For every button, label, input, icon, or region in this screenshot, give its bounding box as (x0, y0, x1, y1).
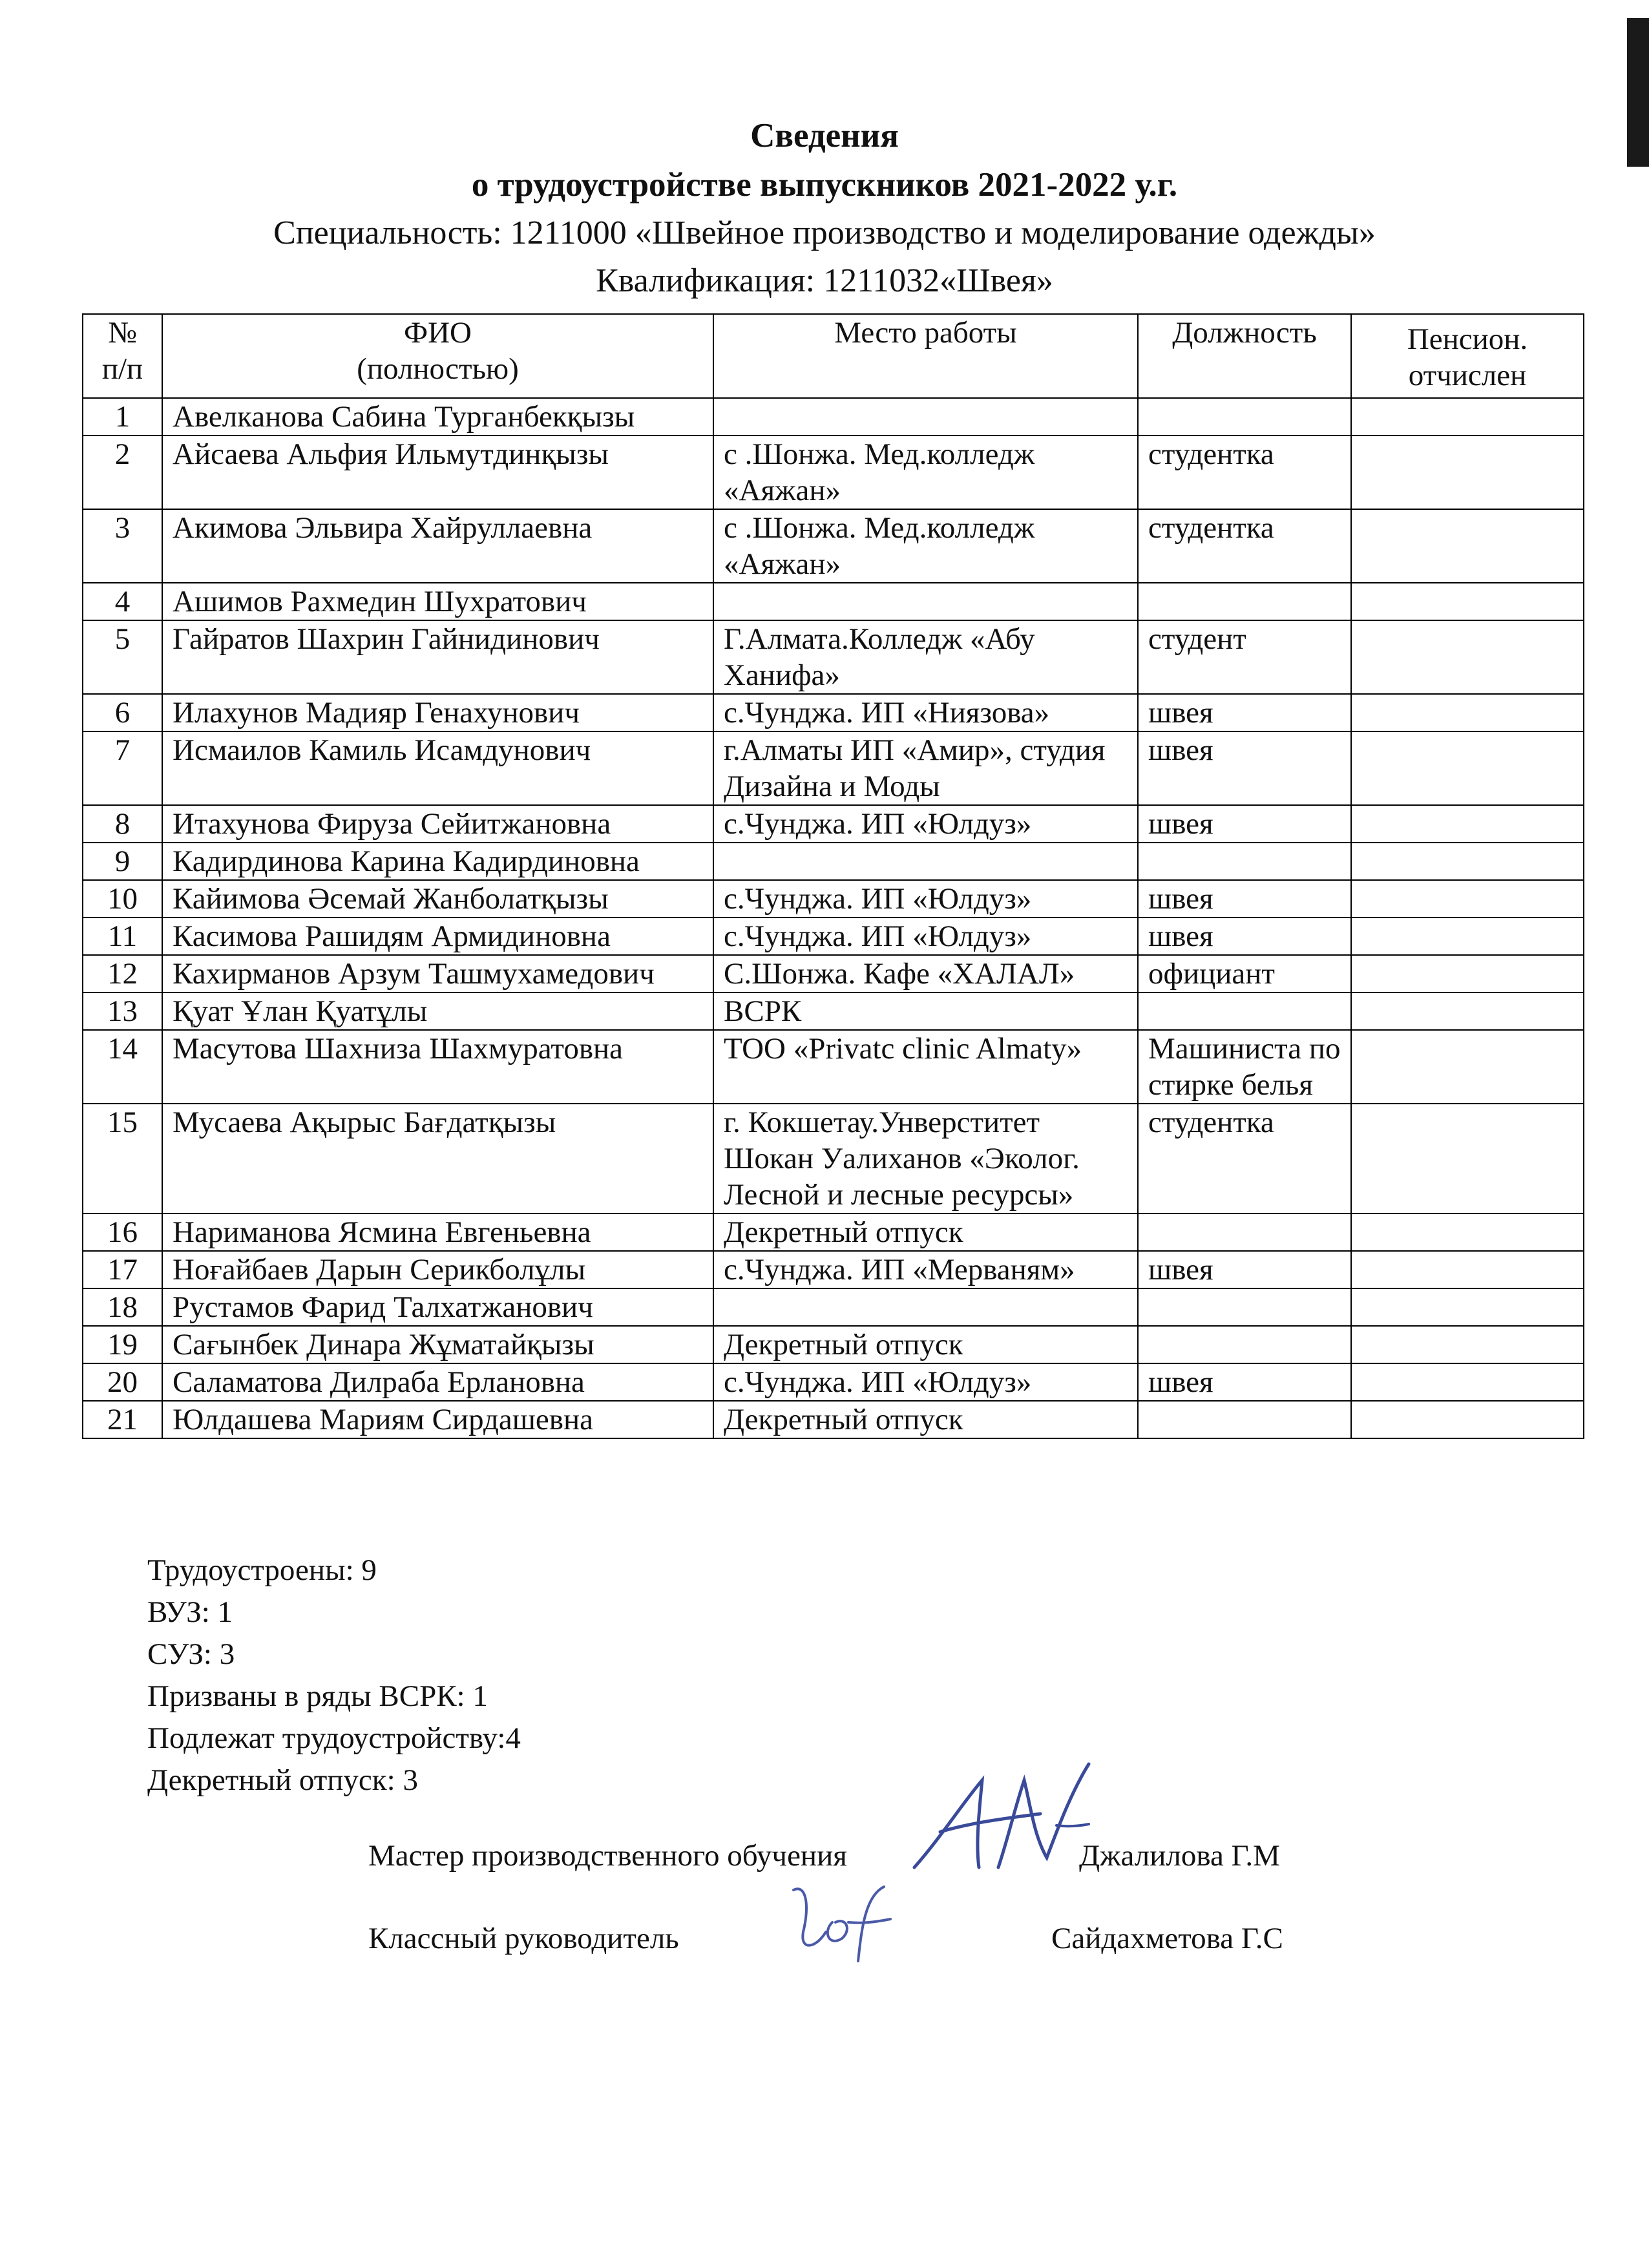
teacher-signature-mark (787, 1871, 903, 1968)
cell-number: 19 (83, 1326, 162, 1363)
table-row (83, 1251, 1584, 1288)
cell-fio: Кадирдинова Карина Кадирдиновна (162, 843, 713, 880)
cell-position: студентка (1138, 436, 1351, 509)
table-row (83, 955, 1584, 992)
graduates-table-wrapper (82, 313, 1584, 1439)
specialty-line: Специальность: 1211000 «Швейное производство и моделирование одежды» (273, 215, 1376, 251)
table-row (83, 509, 1584, 583)
cell-pension (1351, 1326, 1584, 1363)
summary-employed: Трудоустроены: 9 (147, 1553, 377, 1587)
cell-number: 9 (83, 843, 162, 880)
cell-number: 18 (83, 1288, 162, 1326)
teacher-name: Сайдахметова Г.С (1051, 1922, 1283, 1955)
cell-fio: Касимова Рашидям Армидиновна (162, 918, 713, 955)
cell-workplace (713, 583, 1138, 620)
cell-fio: Нариманова Ясмина Евгеньевна (162, 1213, 713, 1251)
cell-number: 14 (83, 1030, 162, 1104)
table-row (83, 620, 1584, 694)
cell-fio: Гайратов Шахрин Гайнидинович (162, 620, 713, 694)
cell-workplace: с.Чунджа. ИП «Ниязова» (713, 694, 1138, 731)
cell-number: 15 (83, 1104, 162, 1213)
cell-pension (1351, 1104, 1584, 1213)
cell-workplace (713, 1288, 1138, 1326)
qualification-line: Квалификация: 1211032«Швея» (596, 262, 1053, 299)
cell-workplace: Декретный отпуск (713, 1401, 1138, 1438)
cell-pension (1351, 436, 1584, 509)
cell-number: 2 (83, 436, 162, 509)
cell-position: студентка (1138, 1104, 1351, 1213)
cell-workplace: г.Алматы ИП «Амир», студия Дизайна и Моды (713, 731, 1138, 805)
table-row (83, 880, 1584, 918)
cell-fio: Авелканова Сабина Турганбекқызы (162, 398, 713, 436)
cell-workplace: с.Чунджа. ИП «Юлдуз» (713, 918, 1138, 955)
cell-position: студент (1138, 620, 1351, 694)
table-row (83, 918, 1584, 955)
cell-number: 12 (83, 955, 162, 992)
cell-pension (1351, 620, 1584, 694)
table-row (83, 843, 1584, 880)
cell-number: 6 (83, 694, 162, 731)
table-row (83, 1030, 1584, 1104)
table-row (83, 805, 1584, 843)
cell-position: швея (1138, 1251, 1351, 1288)
summary-maternity: Декретный отпуск: 3 (147, 1763, 418, 1797)
cell-workplace: ВСРК (713, 992, 1138, 1030)
col-header-position: Должность (1138, 314, 1351, 398)
cell-position (1138, 1401, 1351, 1438)
cell-fio: Кахирманов Арзум Ташмухамедович (162, 955, 713, 992)
cell-number: 3 (83, 509, 162, 583)
table-header-row (83, 314, 1584, 398)
teacher-signature-row (368, 1921, 1283, 1956)
col-header-pension: Пенсион. отчислен (1351, 314, 1584, 398)
cell-position: швея (1138, 918, 1351, 955)
cell-position (1138, 1288, 1351, 1326)
cell-fio: Кайимова Әсемай Жанболатқызы (162, 880, 713, 918)
col-header-fio: ФИО (полностью) (162, 314, 713, 398)
cell-fio: Илахунов Мадияр Генахунович (162, 694, 713, 731)
master-label: Мастер производственного обучения (368, 1839, 847, 1873)
summary-army: Призваны в ряды ВСРК: 1 (147, 1679, 488, 1713)
cell-number: 10 (83, 880, 162, 918)
cell-workplace: с.Чунджа. ИП «Юлдуз» (713, 805, 1138, 843)
cell-fio: Итахунова Фируза Сейитжановна (162, 805, 713, 843)
cell-position (1138, 843, 1351, 880)
cell-fio: Айсаева Альфия Ильмутдинқызы (162, 436, 713, 509)
cell-workplace: с .Шонжа. Мед.колледж «Аяжан» (713, 509, 1138, 583)
cell-fio: Саламатова Дилраба Ерлановна (162, 1363, 713, 1401)
cell-workplace: г. Кокшетау.Унверститет Шокан Уалиханов «Эколог. Лесной и лесные ресурсы» (713, 1104, 1138, 1213)
cell-position: Машиниста по стирке белья (1138, 1030, 1351, 1104)
cell-number: 17 (83, 1251, 162, 1288)
cell-number: 7 (83, 731, 162, 805)
cell-number: 20 (83, 1363, 162, 1401)
table-row (83, 1363, 1584, 1401)
col-header-workplace: Место работы (713, 314, 1138, 398)
cell-pension (1351, 1363, 1584, 1401)
cell-workplace (713, 843, 1138, 880)
cell-workplace: С.Шонжа. Кафе «ХАЛАЛ» (713, 955, 1138, 992)
document-title: Сведения (750, 117, 899, 154)
cell-workplace: с.Чунджа. ИП «Юлдуз» (713, 880, 1138, 918)
cell-fio: Рустамов Фарид Талхатжанович (162, 1288, 713, 1326)
table-row (83, 1401, 1584, 1438)
cell-pension (1351, 992, 1584, 1030)
cell-pension (1351, 880, 1584, 918)
teacher-label: Классный руководитель (368, 1922, 679, 1955)
table-row (83, 1104, 1584, 1213)
cell-position (1138, 398, 1351, 436)
cell-fio: Қуат Ұлан Қуатұлы (162, 992, 713, 1030)
cell-fio: Акимова Эльвира Хайруллаевна (162, 509, 713, 583)
cell-pension (1351, 918, 1584, 955)
cell-workplace: с .Шонжа. Мед.колледж «Аяжан» (713, 436, 1138, 509)
cell-fio: Масутова Шахниза Шахмуратовна (162, 1030, 713, 1104)
cell-pension (1351, 583, 1584, 620)
table-body (83, 398, 1584, 1438)
master-name: Джалилова Г.М (1079, 1839, 1280, 1873)
cell-workplace: Декретный отпуск (713, 1326, 1138, 1363)
cell-position: швея (1138, 694, 1351, 731)
table-row (83, 398, 1584, 436)
cell-position (1138, 1213, 1351, 1251)
cell-fio: Сағынбек Динара Жұматайқызы (162, 1326, 713, 1363)
cell-pension (1351, 1401, 1584, 1438)
summary-university: ВУЗ: 1 (147, 1595, 233, 1629)
cell-pension (1351, 509, 1584, 583)
cell-workplace: Г.Алмата.Колледж «Абу Ханифа» (713, 620, 1138, 694)
cell-workplace: ТОО «Privatc clinic Almaty» (713, 1030, 1138, 1104)
cell-pension (1351, 731, 1584, 805)
graduates-table (82, 313, 1584, 1439)
table-row (83, 583, 1584, 620)
document-header (0, 111, 1649, 305)
cell-fio: Юлдашева Мариям Сирдашевна (162, 1401, 713, 1438)
cell-position: швея (1138, 805, 1351, 843)
table-row (83, 1213, 1584, 1251)
cell-number: 8 (83, 805, 162, 843)
cell-position: швея (1138, 731, 1351, 805)
cell-workplace: Декретный отпуск (713, 1213, 1138, 1251)
cell-pension (1351, 1030, 1584, 1104)
summary-to-employ: Подлежат трудоустройству:4 (147, 1721, 521, 1755)
cell-fio: Мусаева Ақырыс Бағдатқызы (162, 1104, 713, 1213)
cell-pension (1351, 694, 1584, 731)
cell-position: официант (1138, 955, 1351, 992)
cell-number: 1 (83, 398, 162, 436)
table-row (83, 731, 1584, 805)
cell-number: 5 (83, 620, 162, 694)
master-signature-mark (901, 1754, 1115, 1890)
cell-workplace (713, 398, 1138, 436)
cell-position (1138, 1326, 1351, 1363)
cell-workplace: с.Чунджа. ИП «Юлдуз» (713, 1363, 1138, 1401)
table-row (83, 1326, 1584, 1363)
cell-pension (1351, 843, 1584, 880)
cell-number: 21 (83, 1401, 162, 1438)
cell-number: 13 (83, 992, 162, 1030)
cell-pension (1351, 1251, 1584, 1288)
cell-pension (1351, 1213, 1584, 1251)
cell-pension (1351, 805, 1584, 843)
cell-number: 4 (83, 583, 162, 620)
table-row (83, 992, 1584, 1030)
table-row (83, 694, 1584, 731)
table-row (83, 1288, 1584, 1326)
document-subtitle: о трудоустройстве выпускников 2021-2022 у.г. (471, 166, 1178, 204)
cell-position: швея (1138, 1363, 1351, 1401)
cell-position: студентка (1138, 509, 1351, 583)
cell-position: швея (1138, 880, 1351, 918)
cell-pension (1351, 955, 1584, 992)
cell-pension (1351, 1288, 1584, 1326)
summary-college: СУЗ: 3 (147, 1637, 235, 1671)
cell-fio: Ноғайбаев Дарын Серикболұлы (162, 1251, 713, 1288)
summary-block (147, 1549, 521, 1801)
cell-number: 11 (83, 918, 162, 955)
cell-position (1138, 583, 1351, 620)
col-header-number: № п/п (83, 314, 162, 398)
cell-fio: Исмаилов Камиль Исамдунович (162, 731, 713, 805)
cell-workplace: с.Чунджа. ИП «Мерваням» (713, 1251, 1138, 1288)
cell-pension (1351, 398, 1584, 436)
table-row (83, 436, 1584, 509)
master-signature-row (368, 1838, 1280, 1873)
cell-fio: Ашимов Рахмедин Шухратович (162, 583, 713, 620)
cell-position (1138, 992, 1351, 1030)
cell-number: 16 (83, 1213, 162, 1251)
